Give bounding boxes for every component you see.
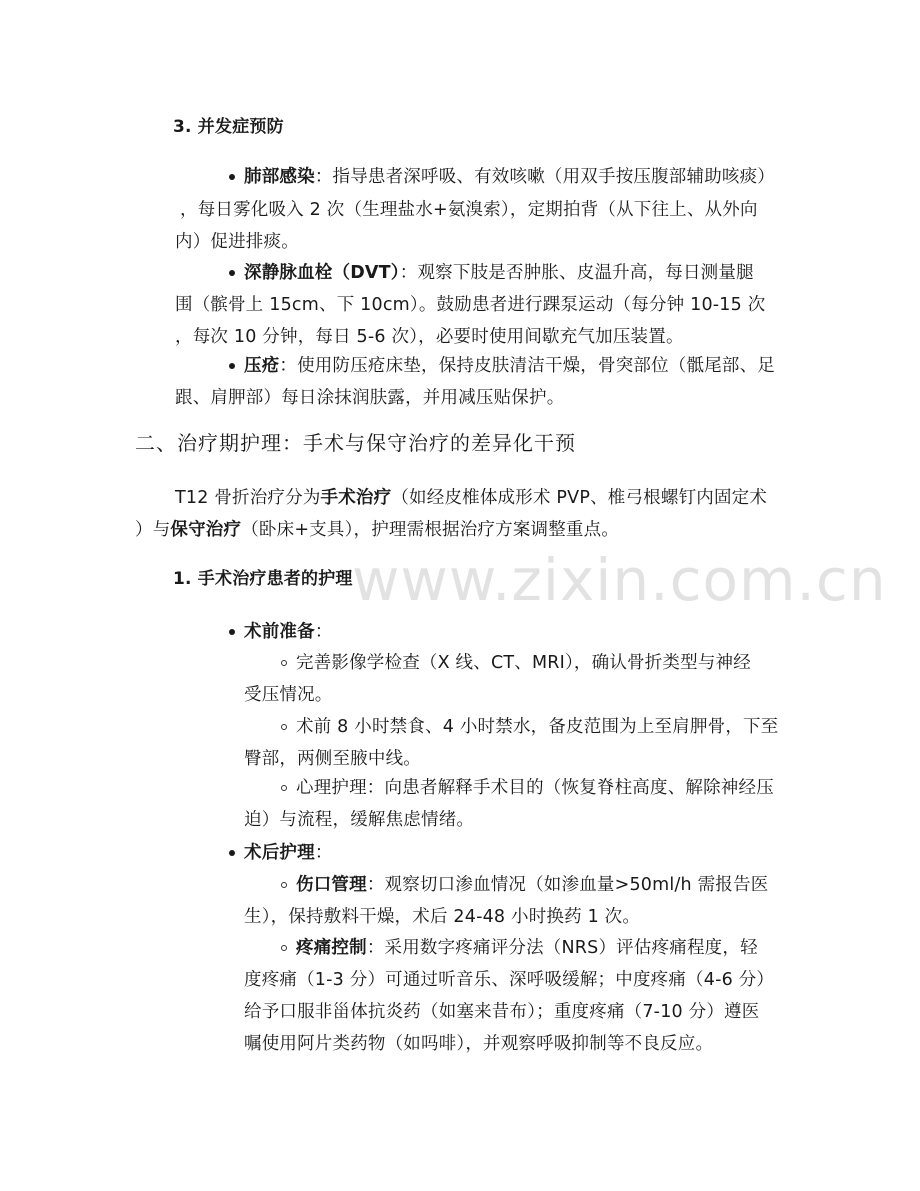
postop-item-wound bbox=[296, 874, 768, 896]
bullet-dot bbox=[229, 270, 235, 276]
intro-text: （如经皮椎体成形术 PVP、椎弓根螺钉内固定术 bbox=[391, 488, 768, 508]
preop-item-psych: 心理护理：向患者解释手术目的（恢复脊柱高度、解除神经压 bbox=[296, 778, 774, 798]
item-title: 压疮 bbox=[244, 356, 280, 376]
item-text-continued: 嘱使用阿片类药物（如吗啡），并观察呼吸抑制等不良反应。 bbox=[244, 1034, 714, 1054]
sub-bullet-circle bbox=[281, 785, 287, 791]
list-item-preop bbox=[244, 621, 333, 643]
intro-bold-surgery: 手术治疗 bbox=[320, 488, 392, 508]
item-text-continued: 受压情况。 bbox=[244, 685, 333, 705]
item-text-continued: 内）促进排痰。 bbox=[175, 232, 299, 252]
item-text-continued: ，每次 10 分钟，每日 5-6 次），必要时使用间歇充气加压装置。 bbox=[175, 327, 684, 347]
item-text-continued: 围（髌骨上 15cm、下 10cm）。鼓励患者进行踝泵运动（每分钟 10-15 次 bbox=[175, 295, 766, 315]
bullet-dot bbox=[229, 363, 235, 369]
item-colon: ： bbox=[314, 843, 333, 863]
item-title: 深静脉血栓（DVT） bbox=[244, 263, 400, 283]
bullet-dot bbox=[229, 629, 235, 635]
bullet-dot bbox=[229, 850, 235, 856]
item-title: 伤口管理 bbox=[296, 875, 367, 895]
preop-item-imaging: 完善影像学检查（X 线、CT、MRI），确认骨折类型与神经 bbox=[296, 653, 751, 673]
item-text: ：指导患者深呼吸、有效咳嗽（用双手按压腹部辅助咳痰） bbox=[314, 167, 776, 187]
intro-text: （卧床+支具），护理需根据治疗方案调整重点。 bbox=[241, 520, 620, 540]
item-text-continued: 迫）与流程，缓解焦虑情绪。 bbox=[244, 810, 475, 830]
item-title: 术前准备 bbox=[244, 622, 315, 642]
item-text-continued: 跟、肩胛部）每日涂抹润肤露，并用减压贴保护。 bbox=[175, 388, 565, 408]
item-title: 术后护理 bbox=[244, 843, 315, 863]
item-text-continued: 生），保持敷料干燥，术后 24-48 小时换药 1 次。 bbox=[244, 907, 641, 927]
sub-bullet-circle bbox=[281, 945, 287, 951]
intro-paragraph-line2 bbox=[135, 519, 619, 541]
list-item-dvt bbox=[244, 262, 754, 284]
sub-bullet-circle bbox=[281, 724, 287, 730]
intro-text: T12 骨折治疗分为 bbox=[175, 488, 321, 508]
intro-text: ）与 bbox=[135, 520, 171, 540]
preop-item-fasting: 术前 8 小时禁食、4 小时禁水，备皮范围为上至肩胛骨，下至 bbox=[296, 717, 779, 737]
item-title: 疼痛控制 bbox=[296, 938, 367, 958]
intro-bold-conservative: 保守治疗 bbox=[170, 520, 242, 540]
sub-bullet-circle bbox=[281, 660, 287, 666]
item-text-continued: 度疼痛（1-3 分）可通过听音乐、深呼吸缓解；中度疼痛（4-6 分） bbox=[244, 970, 775, 990]
watermark-text: www.zixin.com.cn bbox=[352, 546, 887, 614]
list-item-lung-infection bbox=[244, 166, 775, 188]
list-item-pressure-ulcer bbox=[244, 355, 775, 377]
subsection-heading-surgery: 1. 手术治疗患者的护理 bbox=[173, 569, 353, 589]
item-text: ：观察下肢是否肿胀、皮温升高，每日测量腿 bbox=[399, 263, 754, 283]
bullet-dot bbox=[229, 174, 235, 180]
item-colon: ： bbox=[314, 622, 333, 642]
section-heading-complications: 3. 并发症预防 bbox=[173, 117, 284, 137]
item-text: ：采用数字疼痛评分法（NRS）评估疼痛程度，轻 bbox=[366, 938, 758, 958]
item-text-continued: 臀部，两侧至腋中线。 bbox=[244, 749, 421, 769]
item-text-continued: ，每日雾化吸入 2 次（生理盐水+氨溴索），定期拍背（从下往上、从外向 bbox=[180, 200, 758, 220]
item-text: ：观察切口渗血情况（如渗血量>50ml/h 需报告医 bbox=[366, 875, 769, 895]
part-heading-treatment-care: 二、治疗期护理：手术与保守治疗的差异化干预 bbox=[135, 431, 576, 455]
intro-paragraph-line1 bbox=[175, 487, 767, 509]
item-text-continued: 给予口服非甾体抗炎药（如塞来昔布）；重度疼痛（7-10 分）遵医 bbox=[244, 1002, 760, 1022]
list-item-postop bbox=[244, 842, 333, 864]
item-text: ：使用防压疮床垫，保持皮肤清洁干燥，骨突部位（骶尾部、足 bbox=[279, 356, 776, 376]
sub-bullet-circle bbox=[281, 882, 287, 888]
postop-item-pain bbox=[296, 937, 758, 959]
item-title: 肺部感染 bbox=[244, 167, 315, 187]
